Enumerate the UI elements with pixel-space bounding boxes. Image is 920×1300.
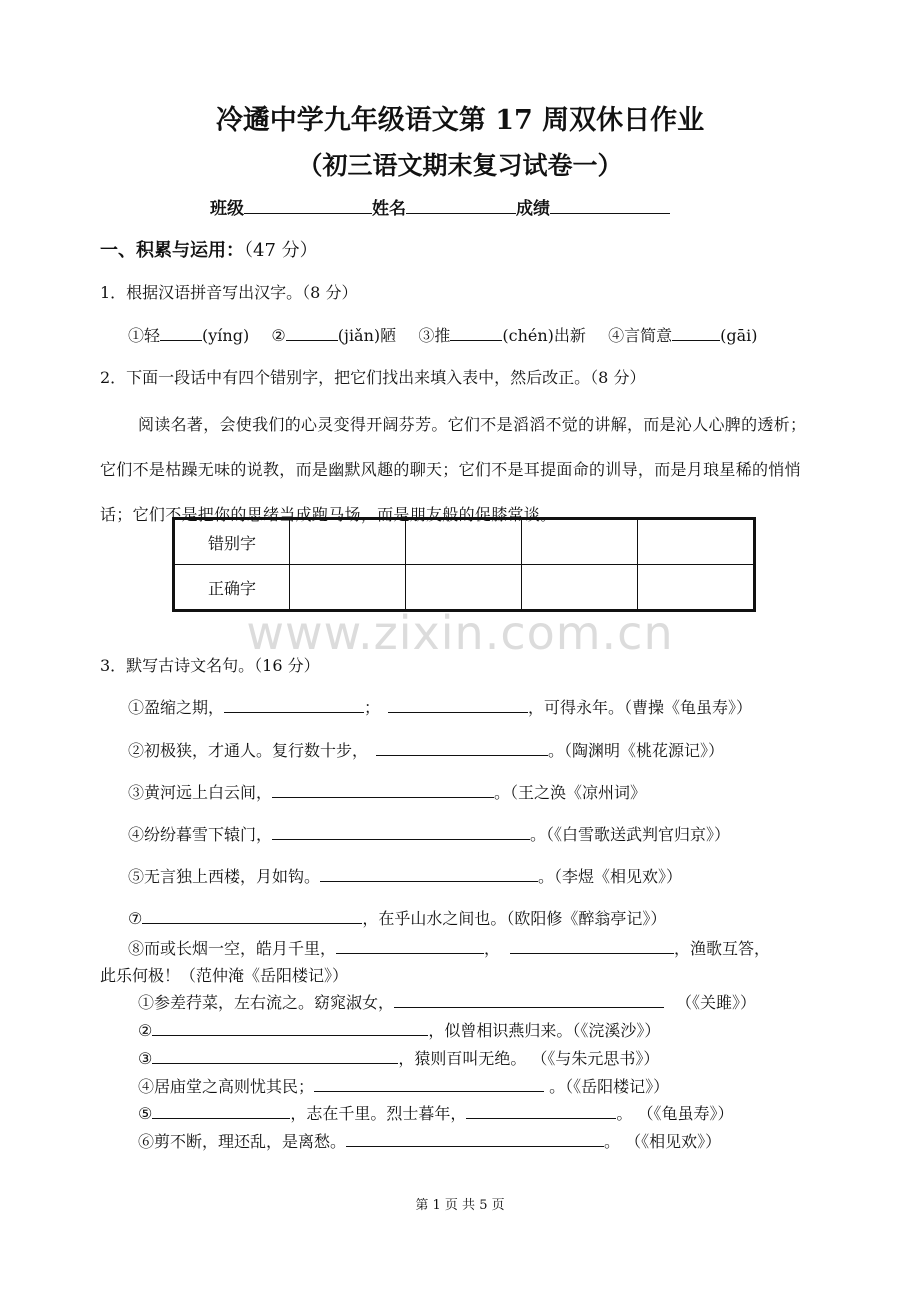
pinyin-item: ④言简意 (gāi) [608,326,758,345]
table-cell[interactable] [406,519,522,565]
section-title: 一、积累与运用： [100,240,244,261]
table-cell[interactable] [638,565,755,611]
table-row [174,519,755,565]
pinyin-item: ①轻 (yíng) [128,326,250,345]
section-heading [100,236,318,262]
class-label: 班级 [210,199,244,219]
table-cell[interactable] [290,565,406,611]
name-field[interactable] [406,195,516,214]
answer-blank[interactable] [314,1075,544,1092]
page-footer: 第 1 页 共 5 页 [415,1198,505,1213]
score-label: 成绩 [516,199,550,219]
answer-blank[interactable] [336,937,484,954]
answer-blank[interactable] [394,991,664,1008]
answer-blank[interactable] [672,324,720,341]
table-cell[interactable] [522,519,638,565]
error-correction-table [172,517,756,612]
answer-blank[interactable] [272,781,494,798]
answer-blank[interactable] [510,937,674,954]
row-header: 错别字 [174,519,290,565]
page-subtitle: （初三语文期末复习试卷一） [297,151,623,180]
class-field[interactable] [244,195,372,214]
answer-blank[interactable] [286,324,338,341]
poem-line: ②初极狭，才通人。复行数十步， 。（陶渊明《桃花源记》） [128,741,725,760]
table-row [174,565,755,611]
answer-blank[interactable] [272,823,530,840]
poem-line: ④纷纷暮雪下辕门， 。（《白雪歌送武判官归京》） [128,825,731,844]
answer-blank[interactable] [320,865,538,882]
answer-blank[interactable] [450,324,502,341]
question-2-stem: 2．下面一段话中有四个错别字，把它们找出来填入表中，然后改正。（8 分） [100,368,646,387]
poem-line: ①参差荇菜，左右流之。窈窕淑女， （《关雎》） [138,993,757,1012]
pinyin-item: ③推 (chén)出新 [418,326,586,345]
poem-line: ⑧而或长烟一空，皓月千里， ， ，渔歌互答， [128,939,771,958]
poem-line: ⑤ ，志在千里。烈士暮年， 。 （《龟虽寿》） [138,1104,734,1123]
answer-blank[interactable] [376,739,548,756]
poem-line: ①盈缩之期， ； ，可得永年。（曹操《龟虽寿》） [128,698,753,717]
row-header: 正确字 [174,565,290,611]
answer-blank[interactable] [152,1102,290,1119]
reading-passage: 阅读名著，会使我们的心灵变得开阔芬芳。它们不是滔滔不觉的讲解，而是沁人心脾的透析；它们不是枯躁无味的说教，而是幽默风趣的聊天；它们不是耳提面命的训导，而是月琅星稀的悄悄话；它们不是把你的思绪当成跑马场，而是朋友般的促膝常谈。 [100,415,807,524]
table-cell[interactable] [522,565,638,611]
poem-line: ③ ，猿则百叫无绝。 （《与朱元思书》） [138,1049,660,1068]
student-info-line [210,194,670,219]
poem-line: ⑤无言独上西楼，月如钩。 。（李煜《相见欢》） [128,867,683,886]
page-title: 冷遹中学九年级语文第 17 周双休日作业 [215,105,705,136]
question-1-items [128,323,757,346]
section-score: （47 分） [244,240,318,261]
poem-line-continued: 此乐何极！（范仲淹《岳阳楼记》） [100,966,349,985]
name-label: 姓名 [372,199,406,219]
answer-blank[interactable] [388,696,528,713]
question-3-stem: 3．默写古诗文名句。（16 分） [100,656,320,675]
answer-blank[interactable] [160,324,202,341]
poem-line: ⑥剪不断，理还乱，是离愁。 。 （《相见欢》） [138,1132,722,1151]
poem-line: ③黄河远上白云间， 。（王之涣《凉州词》 [128,783,647,802]
poem-line: ⑦ ，在乎山水之间也。（欧阳修《醉翁亭记》） [128,909,667,928]
question-1-stem: 1．根据汉语拼音写出汉字。（8 分） [100,283,358,302]
answer-blank[interactable] [466,1102,616,1119]
answer-blank[interactable] [346,1130,604,1147]
answer-blank[interactable] [152,1047,398,1064]
answer-blank[interactable] [152,1019,428,1036]
table-cell[interactable] [406,565,522,611]
pinyin-item: ② (jiǎn)陋 [271,326,397,345]
table-cell[interactable] [638,519,755,565]
table-cell[interactable] [290,519,406,565]
poem-line: ② ，似曾相识燕归来。（《浣溪沙》） [138,1021,661,1040]
answer-blank[interactable] [142,907,362,924]
watermark: www.zixin.com.cn [246,606,674,660]
poem-line: ④居庙堂之高则忧其民； 。（《岳阳楼记》） [138,1077,670,1096]
answer-blank[interactable] [224,696,364,713]
score-field[interactable] [550,195,670,214]
